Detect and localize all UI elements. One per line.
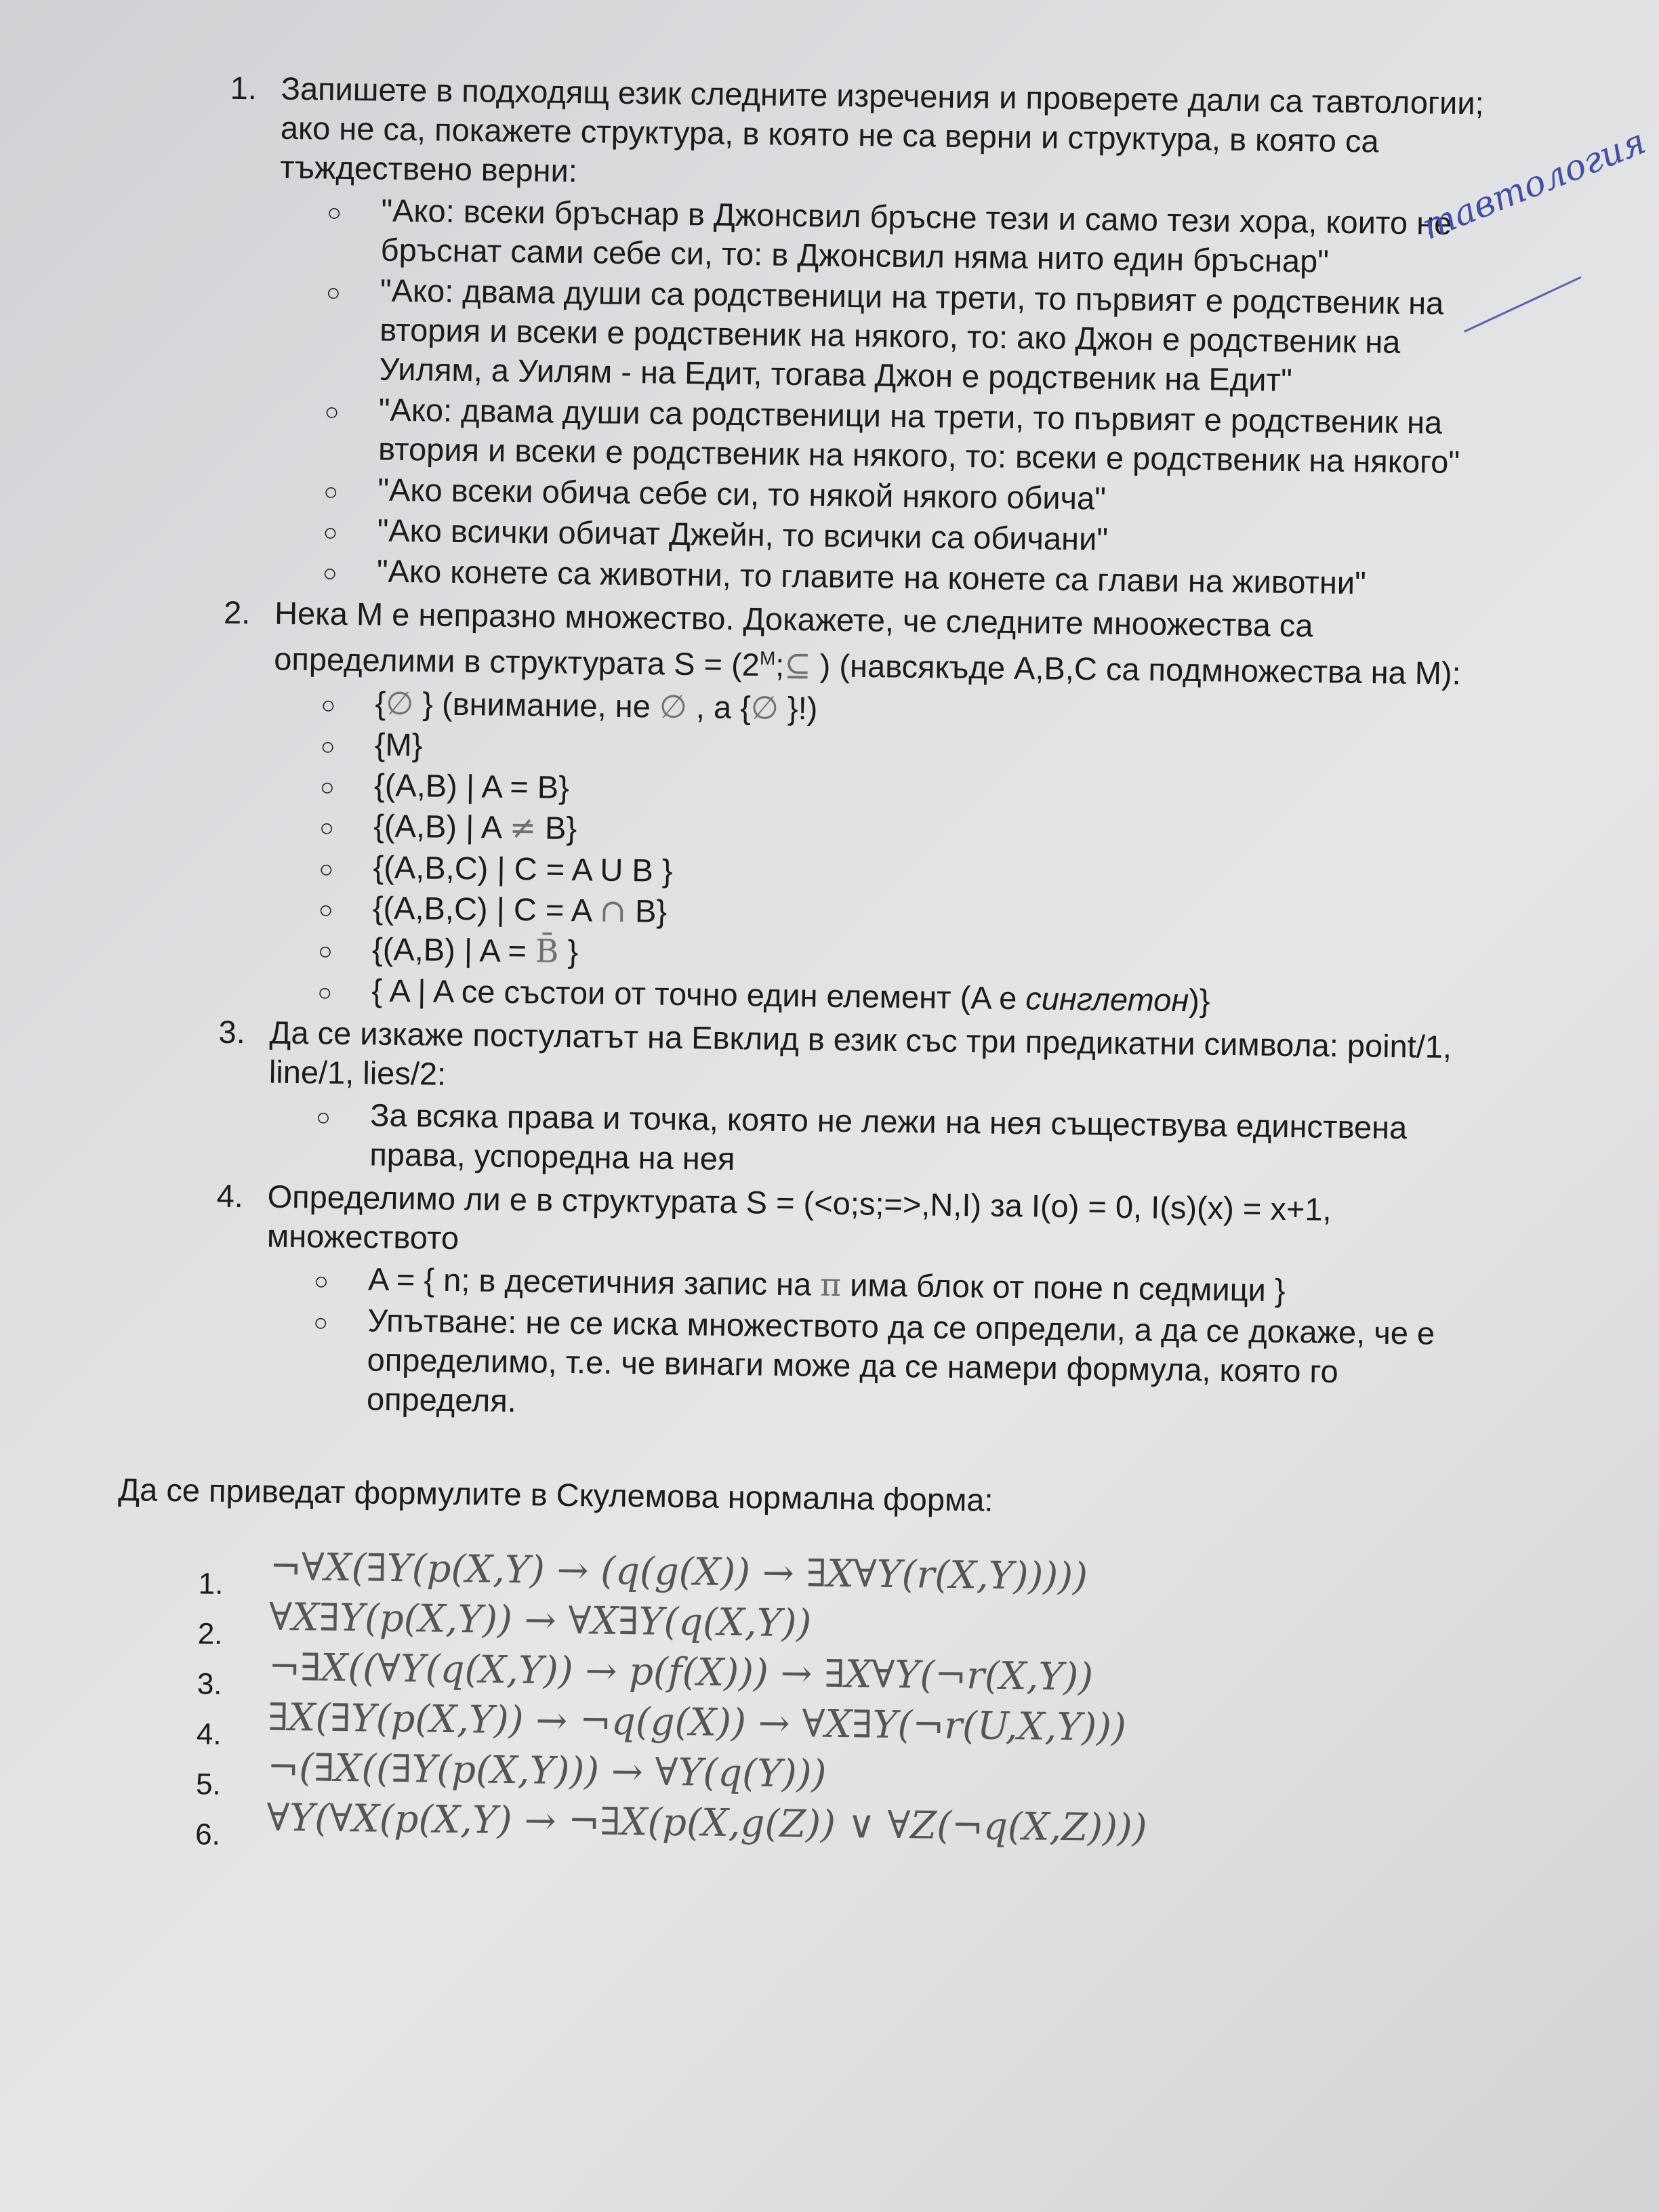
complement-symbol: B̄ <box>535 933 559 970</box>
bullet-icon: ○ <box>322 558 337 587</box>
empty-set-symbol: ∅ <box>385 684 414 722</box>
question-number: 4. <box>216 1177 244 1214</box>
question-text: Нека M е непразно множество. Докажете, че следните мноожества са определими в структурата $S = (2^M;⊆$ ) (навсякъде A,B,C са подмножества на M): <box>274 594 1462 691</box>
formula-list <box>155 1543 1479 1860</box>
question-2 <box>176 592 1491 694</box>
bullet-icon: ○ <box>324 397 340 426</box>
bullet-icon: ○ <box>323 518 338 546</box>
bullet-icon: ○ <box>313 1267 329 1295</box>
question-3 <box>171 1012 1486 1107</box>
formula-text: ¬∃X((∀Y(q(X,Y)) → p(f(X))) → ∃X∀Y(¬r(X,Y)) <box>268 1645 1094 1700</box>
bullet-icon: ○ <box>323 477 339 506</box>
formula-number: 1. <box>198 1567 224 1601</box>
list-item: ○ A = { n; в десетичния запис на π има блок от поне n седмици } <box>313 1261 1286 1308</box>
handwritten-note: тавтология <box>1416 121 1652 248</box>
list-item: ○ "Ако: двама души са родственици на трети, то първият е родственик на втория и всеки е родственик на някого, то: ако Джон е родственик на Уилям, а Уилям - на Едит, тогава Джон е родственик на Едит" <box>325 272 1444 398</box>
question-number: 3. <box>218 1013 246 1050</box>
question-2-items <box>171 681 1490 1024</box>
formula-number: 2. <box>197 1617 223 1651</box>
question-4-items <box>167 1257 1483 1433</box>
list-item: ○ "Ако конете са животни, то главите на конете са глави на животни" <box>322 552 1367 601</box>
list-item: ○ { A | A се състои от точно един елемент (A е синглетон)} <box>317 972 1210 1019</box>
question-number: 1. <box>230 69 258 106</box>
list-item: ○ {(A,B,C) | C = A U B } <box>319 848 673 888</box>
question-text: Да се изкаже постулатът на Евклид в език със три предикатни символа: point/1, line/1, lies/2: <box>268 1014 1452 1092</box>
bullet-icon: ○ <box>320 732 335 760</box>
bullet-icon: ○ <box>327 198 342 226</box>
empty-set-symbol: ∅ <box>750 689 779 727</box>
bullet-icon: ○ <box>315 1103 331 1131</box>
question-3-items <box>169 1093 1485 1188</box>
bullet-icon: ○ <box>313 1308 329 1336</box>
formula-number: 6. <box>194 1818 221 1851</box>
question-text: Запишете в подходящ език следните изречения и проверете дали са тавтологии; ако не са, покажете структура, в която не са верни и структура, в която са тъждествено верни: <box>279 70 1485 189</box>
intersection-symbol: ∩ <box>599 892 627 930</box>
formula-number: 4. <box>196 1717 222 1751</box>
list-item: ○ {(A,B) | A = B̄ } <box>317 930 579 970</box>
question-text: Определимо ли е в структурата S = (<o;s;=>,N,I) за I(o) = 0, I(s)(x) = x+1, множеството <box>266 1178 1332 1256</box>
formula-number: 5. <box>195 1767 222 1801</box>
question-1-items <box>177 188 1496 605</box>
subset-symbol: ⊆ <box>783 647 811 685</box>
not-equal-symbol: ≠ <box>509 808 537 847</box>
list-item: ○ {(A,B) | A ≠ B} <box>319 807 577 847</box>
section-heading: Да се приведат формулите в Скулемова нормална форма: <box>118 1471 994 1518</box>
list-item: ○ {(A,B) | A = B} <box>374 765 1490 818</box>
list-item: ○ За всяка права и точка, която не лежи на нея съществува единствена права, успоредна на нея <box>315 1097 1408 1176</box>
formula-text: ¬∀X(∃Y(p(X,Y) → (q(g(X)) → ∃X∀Y(r(X,Y))))) <box>269 1544 1088 1599</box>
pi-symbol: π <box>819 1266 842 1304</box>
list-item: ○ {∅ } (внимание, не ∅ , а {∅ }!) <box>321 684 818 727</box>
list-item: ○ "Ако: двама души са родственици на трети, то първият е родственик на втория и всеки е родственик на някого, то: всеки е родственик на някого" <box>324 391 1460 480</box>
formula-text: ¬(∃X((∃Y(p(X,Y))) → ∀Y(q(Y))) <box>266 1745 827 1797</box>
list-item: ○ "Ако всеки обича себе си, то някой някого обича" <box>323 471 1107 516</box>
question-1 <box>182 68 1498 202</box>
bullet-icon: ○ <box>319 855 334 883</box>
bullet-icon: ○ <box>319 773 335 801</box>
bullet-icon: ○ <box>318 895 333 924</box>
list-item: ○ {(A,B,C) | C = A ∩ B} <box>318 889 668 930</box>
worksheet-sheet <box>118 68 1498 1860</box>
bullet-icon: ○ <box>321 691 336 719</box>
bullet-icon: ○ <box>317 978 333 1006</box>
list-item: ○ "Ако: всеки бръснар в Джонсвил бръсне тези и само тези хора, които не бръснат сами себе си, то: в Джонсвил няма нито един бръснар" <box>327 192 1452 279</box>
bullet-icon: ○ <box>325 278 341 306</box>
list-item: ○ {M} <box>374 724 1490 777</box>
formula-number: 3. <box>197 1667 222 1701</box>
formula-text: ∃X(∃Y(p(X,Y)) → ¬q(g(X)) → ∀X∃Y(¬r(U,X,Y))) <box>267 1695 1127 1750</box>
formula-text: ∀Y(∀X(p(X,Y) → ¬∃X(p(X,g(Z)) ∨ ∀Z(¬q(X,Z)))) <box>266 1795 1148 1851</box>
formula-text: ∀X∃Y(p(X,Y)) → ∀X∃Y(q(X,Y)) <box>268 1595 812 1646</box>
question-number: 2. <box>223 594 251 631</box>
bullet-icon: ○ <box>317 937 333 965</box>
bullet-icon: ○ <box>319 813 335 842</box>
empty-set-symbol: ∅ <box>659 688 688 726</box>
list-item: ○ Упътване: не се иска множеството да се определи, а да се докаже, че е определимо, т.е. че винаги може да се намери формула, която го определя. <box>313 1302 1435 1418</box>
list-item: ○ "Ако всички обичат Джейн, то всички са обичани" <box>323 512 1109 557</box>
question-4 <box>169 1176 1484 1271</box>
